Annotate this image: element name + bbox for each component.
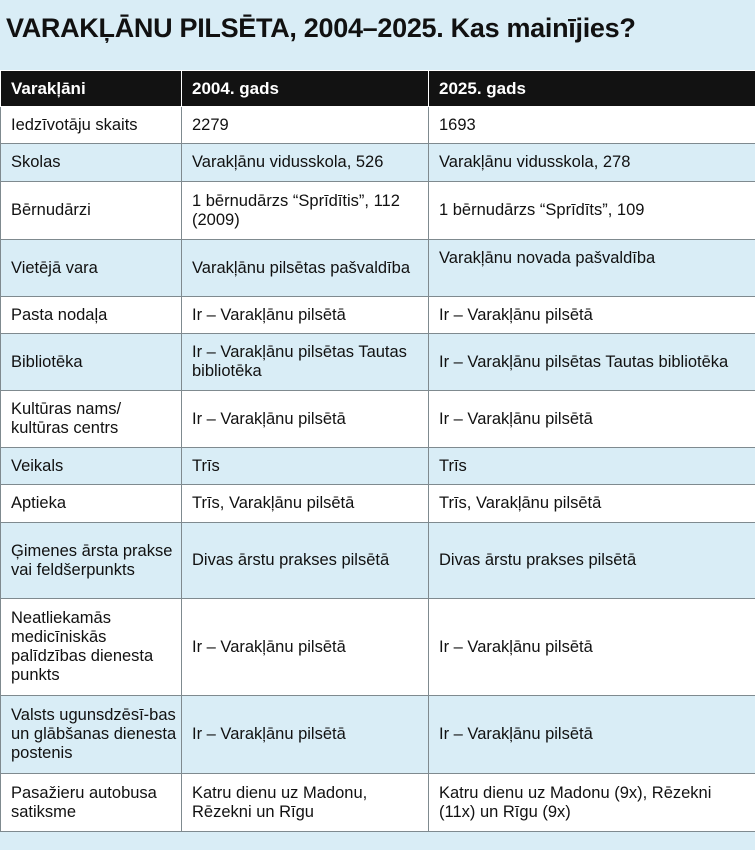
row-label: Aptieka <box>1 485 182 523</box>
table-row <box>1 144 755 182</box>
cell-2025: 1693 <box>429 107 755 144</box>
header-label: Varakļāni <box>1 71 182 107</box>
page-title: VARAKĻĀNU PILSĒTA, 2004–2025. Kas mainījies? <box>6 13 636 43</box>
row-label: Valsts ugunsdzēsī-bas un glābšanas dienesta postenis <box>1 696 182 774</box>
cell-2004: Trīs <box>182 448 429 485</box>
cell-2004: 2279 <box>182 107 429 144</box>
row-label: Pasažieru autobusa satiksme <box>1 774 182 832</box>
row-label: Bibliotēka <box>1 334 182 391</box>
cell-2025: Katru dienu uz Madonu (9x), Rēzekni (11x) un Rīgu (9x) <box>429 774 755 832</box>
cell-2004: Divas ārstu prakses pilsētā <box>182 523 429 599</box>
cell-2025: Ir – Varakļānu pilsētā <box>429 696 755 774</box>
table-row <box>1 485 755 523</box>
table-row <box>1 334 755 391</box>
header-year-2004: 2004. gads <box>182 71 429 107</box>
table-row <box>1 523 755 599</box>
cell-2004: Varakļānu pilsētas pašvaldība <box>182 240 429 297</box>
cell-2025: Varakļānu vidusskola, 278 <box>429 144 755 182</box>
row-label: Neatliekamās medicīniskās palīdzības dienesta punkts <box>1 599 182 696</box>
row-label: Veikals <box>1 448 182 485</box>
row-label: Kultūras nams/ kultūras centrs <box>1 391 182 448</box>
cell-2025: Ir – Varakļānu pilsētas Tautas bibliotēka <box>429 334 755 391</box>
table-row <box>1 448 755 485</box>
cell-2004: Ir – Varakļānu pilsētā <box>182 297 429 334</box>
row-label: Ģimenes ārsta prakse vai feldšerpunkts <box>1 523 182 599</box>
row-label: Iedzīvotāju skaits <box>1 107 182 144</box>
row-label: Bērnudārzi <box>1 182 182 240</box>
cell-2004: Trīs, Varakļānu pilsētā <box>182 485 429 523</box>
table-row <box>1 774 755 832</box>
cell-2004: Ir – Varakļānu pilsētas Tautas bibliotēka <box>182 334 429 391</box>
table-row <box>1 297 755 334</box>
table-row <box>1 182 755 240</box>
comparison-table <box>0 70 755 832</box>
cell-2025: Ir – Varakļānu pilsētā <box>429 297 755 334</box>
cell-2025: Trīs <box>429 448 755 485</box>
cell-2004: Ir – Varakļānu pilsētā <box>182 599 429 696</box>
cell-2004: Varakļānu vidusskola, 526 <box>182 144 429 182</box>
header-year-2025: 2025. gads <box>429 71 755 107</box>
table-row <box>1 599 755 696</box>
row-label: Skolas <box>1 144 182 182</box>
row-label: Vietējā vara <box>1 240 182 297</box>
cell-2025: Divas ārstu prakses pilsētā <box>429 523 755 599</box>
cell-2025: Ir – Varakļānu pilsētā <box>429 599 755 696</box>
cell-2025: Varakļānu novada pašvaldība <box>429 240 755 297</box>
table-row <box>1 107 755 144</box>
cell-2004: Ir – Varakļānu pilsētā <box>182 391 429 448</box>
cell-2025: Ir – Varakļānu pilsētā <box>429 391 755 448</box>
row-label: Pasta nodaļa <box>1 297 182 334</box>
table-row <box>1 240 755 297</box>
table-row <box>1 391 755 448</box>
header-row <box>1 71 755 107</box>
cell-2004: Ir – Varakļānu pilsētā <box>182 696 429 774</box>
cell-2004: 1 bērnudārzs “Sprīdītis”, 112 (2009) <box>182 182 429 240</box>
table-row <box>1 696 755 774</box>
cell-2025: Trīs, Varakļānu pilsētā <box>429 485 755 523</box>
cell-2004: Katru dienu uz Madonu, Rēzekni un Rīgu <box>182 774 429 832</box>
cell-2025: 1 bērnudārzs “Sprīdīts”, 109 <box>429 182 755 240</box>
